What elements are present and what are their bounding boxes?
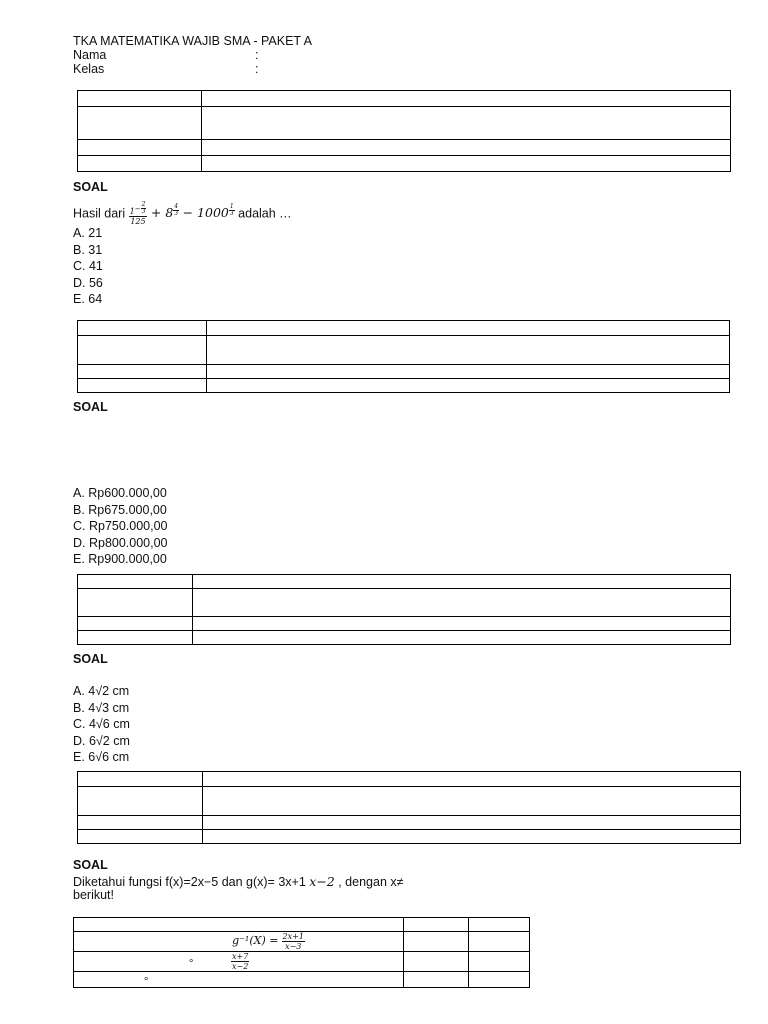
name-label bbox=[73, 48, 259, 63]
option-a[interactable]: A. Rp600.000,00 bbox=[73, 486, 167, 500]
q1-term3 bbox=[182, 202, 235, 221]
option-c[interactable]: C. 41 bbox=[73, 259, 103, 273]
option-b[interactable]: B. 31 bbox=[73, 242, 103, 257]
q1-fraction: $1^{- \frac{2}{3}}$ 125 bbox=[129, 201, 146, 227]
q1-plus: + 8 bbox=[150, 205, 174, 221]
info-table-2 bbox=[77, 320, 730, 393]
row3-bullet: ∘ bbox=[143, 974, 150, 985]
option-d[interactable]: D. Rp800.000,00 bbox=[73, 535, 168, 550]
row2-num: x+7 bbox=[232, 952, 249, 961]
document-title: TKA MATEMATIKA WAJIB SMA - PAKET A bbox=[73, 34, 312, 48]
option-c[interactable]: C. Rp750.000,00 bbox=[73, 519, 168, 533]
ginv-lhs: g⁻¹(X) = bbox=[232, 934, 279, 948]
soal-heading-3: SOAL bbox=[73, 652, 108, 666]
q1-frac-exp-den: 3 bbox=[141, 208, 146, 215]
row2-fraction bbox=[231, 952, 249, 971]
option-a[interactable]: A. 4√2 cm bbox=[73, 684, 130, 698]
function-table bbox=[73, 917, 530, 988]
row2-cell bbox=[74, 952, 404, 972]
soal-heading-2: SOAL bbox=[73, 400, 108, 414]
q1-exp3-num: 1 bbox=[229, 202, 234, 210]
ginv-den: x−3 bbox=[285, 942, 302, 951]
q1-prefix: Hasil dari bbox=[73, 206, 126, 221]
q1-exp3-den: 3 bbox=[229, 209, 234, 217]
question-4-line1 bbox=[73, 874, 403, 889]
row2-den: x−2 bbox=[232, 962, 249, 971]
question-1-options bbox=[73, 225, 103, 308]
q1-frac-exp-num: 2 bbox=[141, 201, 146, 208]
q1-minus: − 1000 bbox=[182, 205, 229, 221]
ginv-num: 2x+1 bbox=[282, 932, 304, 941]
q1-suffix: adalah … bbox=[238, 206, 292, 221]
option-c[interactable]: C. 4√6 cm bbox=[73, 717, 130, 731]
option-e[interactable]: E. 64 bbox=[73, 292, 103, 306]
question-4-line2: berikut! bbox=[73, 888, 114, 902]
option-e[interactable]: E. 6√6 cm bbox=[73, 750, 130, 764]
ginv-cell bbox=[74, 932, 404, 952]
q4-line1-end: , dengan x≠ bbox=[338, 875, 404, 889]
option-d[interactable]: D. 6√2 cm bbox=[73, 733, 130, 748]
q4-line1-math: x−2 bbox=[309, 874, 335, 889]
soal-heading-4: SOAL bbox=[73, 858, 108, 872]
q4-line1-text: Diketahui fungsi f(x)=2x−5 dan g(x)= 3x+1 bbox=[73, 875, 306, 889]
name-label-text: Nama bbox=[73, 48, 107, 62]
q1-frac-num: 1 bbox=[129, 207, 135, 217]
name-colon: : bbox=[255, 48, 259, 62]
q1-exp2-den: 3 bbox=[174, 209, 179, 217]
class-label bbox=[73, 62, 259, 77]
ginv-fraction bbox=[282, 932, 305, 951]
option-b[interactable]: B. Rp675.000,00 bbox=[73, 502, 167, 517]
class-colon: : bbox=[255, 62, 259, 76]
class-label-text: Kelas bbox=[73, 62, 105, 76]
option-a[interactable]: A. 21 bbox=[73, 226, 103, 240]
info-table-3 bbox=[77, 574, 731, 645]
option-b[interactable]: B. 4√3 cm bbox=[73, 700, 130, 715]
soal-heading-1: SOAL bbox=[73, 180, 108, 194]
q1-frac-den: 125 bbox=[130, 217, 146, 227]
option-d[interactable]: D. 56 bbox=[73, 275, 103, 290]
row2-bullet: ∘ bbox=[188, 956, 195, 968]
info-table-4 bbox=[77, 771, 741, 844]
row3-cell bbox=[74, 972, 404, 988]
q1-exp2-num: 4 bbox=[174, 202, 179, 210]
info-table-1 bbox=[77, 90, 731, 172]
q1-term2 bbox=[150, 202, 179, 221]
option-e[interactable]: E. Rp900.000,00 bbox=[73, 552, 167, 566]
question-3-options bbox=[73, 683, 130, 766]
question-1-text bbox=[73, 202, 292, 226]
question-2-options bbox=[73, 485, 168, 568]
